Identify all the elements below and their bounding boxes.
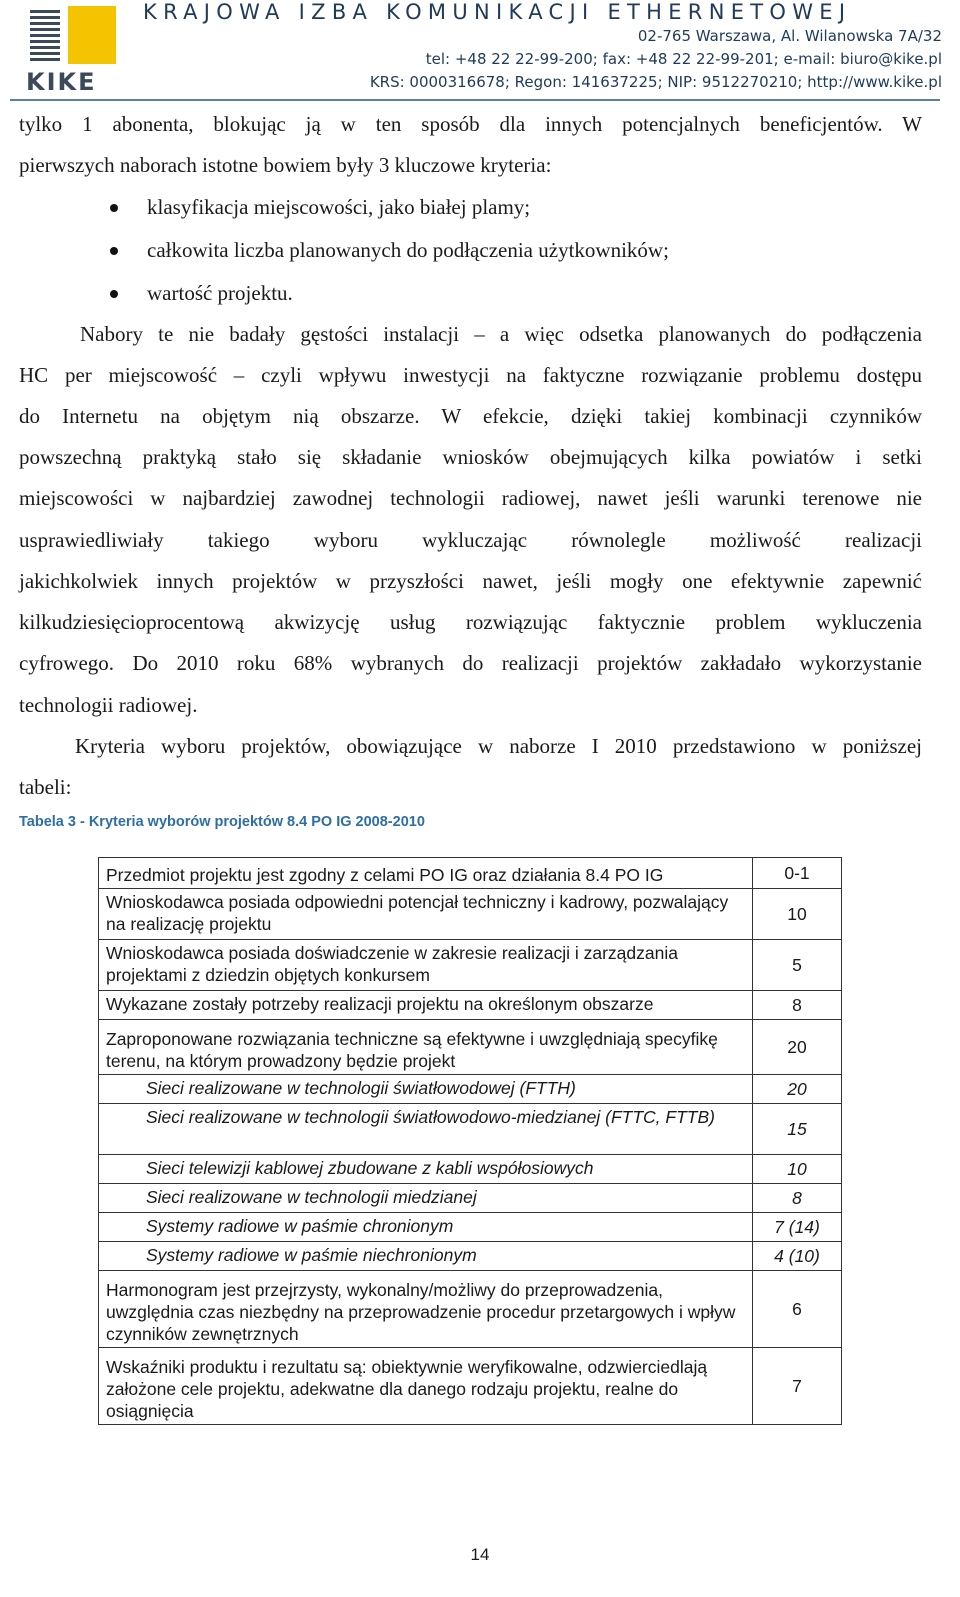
- page-number: 14: [470, 1545, 490, 1564]
- letterhead: [0, 0, 960, 104]
- org-registry: KRS: 0000316678; Regon: 141637225; NIP: 9512270210; http://www.kike.pl: [369, 73, 942, 91]
- criterion-cell: Wykazane zostały potrzeby realizacji projektu na określonym obszarze: [99, 991, 753, 1020]
- criterion-cell: Przedmiot projektu jest zgodny z celami PO IG oraz działania 8.4 PO IG: [99, 858, 753, 889]
- score-cell: 7: [753, 1348, 842, 1425]
- kike-logo: [22, 4, 126, 94]
- criterion-cell: Sieci realizowane w technologii światłowodowej (FTTH): [99, 1075, 753, 1104]
- org-address: 02-765 Warszawa, Al. Wilanowska 7A/32: [637, 27, 942, 45]
- score-cell: 20: [753, 1075, 842, 1104]
- table-row: [99, 1271, 842, 1348]
- score-cell: 4 (10): [753, 1242, 842, 1271]
- paragraph-line: powszechną praktyką stało się składanie wniosków obejmujących kilka powiatów i setki: [19, 445, 922, 469]
- criterion-cell: Wskaźniki produktu i rezultatu są: obiektywnie weryfikowalne, odzwierciedlają założone cele projektu, adekwatne dla danego rodzaju projektu, realne do osiągnięcia: [99, 1348, 753, 1425]
- score-cell: 0-1: [753, 858, 842, 889]
- paragraph-line: do Internetu na objętym nią obszarze. W efekcie, dzięki takiej kombinacji czynników: [19, 404, 922, 428]
- score-cell: 10: [753, 889, 842, 940]
- criterion-cell: Wnioskodawca posiada doświadczenie w zakresie realizacji i zarządzania projektami z dziedzin objętych konkursem: [99, 940, 753, 991]
- paragraph-line: kilkudziesięcioprocentową akwizycję usług rozwiązując faktycznie problem wykluczenia: [19, 610, 922, 634]
- paragraph-line: jakichkolwiek innych projektów w przyszłości nawet, jeśli mogły one efektywnie zapewnić: [19, 569, 922, 593]
- score-cell: 20: [753, 1020, 842, 1075]
- paragraph-line: technologii radiowej.: [19, 693, 198, 717]
- table-row: [99, 858, 842, 889]
- paragraph-line: pierwszych naborach istotne bowiem były 3 kluczowe kryteria:: [19, 153, 552, 177]
- bullet-icon: [110, 290, 118, 298]
- bullet-icon: [110, 247, 118, 255]
- paragraph-line: HC per miejscowość – czyli wpływu inwestycji na faktyczne rozwiązanie problemu dostępu: [19, 363, 922, 387]
- criterion-cell: Sieci realizowane w technologii miedzianej: [99, 1184, 753, 1213]
- table-row: [99, 1213, 842, 1242]
- criterion-cell: Systemy radiowe w paśmie niechronionym: [99, 1242, 753, 1271]
- score-cell: 7 (14): [753, 1213, 842, 1242]
- criterion-cell: Systemy radiowe w paśmie chronionym: [99, 1213, 753, 1242]
- score-cell: 5: [753, 940, 842, 991]
- table-row: [99, 940, 842, 991]
- table-row: [99, 1104, 842, 1155]
- bullet-label: całkowita liczba planowanych do podłączenia użytkowników;: [147, 238, 669, 262]
- score-cell: 15: [753, 1104, 842, 1155]
- score-cell: 6: [753, 1271, 842, 1348]
- criterion-cell: Sieci telewizji kablowej zbudowane z kabli współosiowych: [99, 1155, 753, 1184]
- org-contact: tel: +48 22 22-99-200; fax: +48 22 22-99-201; e-mail: biuro@kike.pl: [425, 50, 942, 68]
- criterion-cell: Zaproponowane rozwiązania techniczne są efektywne i uwzględniają specyfikę terenu, na którym prowadzony będzie projekt: [99, 1020, 753, 1075]
- criterion-cell: Harmonogram jest przejrzysty, wykonalny/możliwy do przeprowadzenia, uwzględnia czas niezbędny na przeprowadzenie procedur przetargowych i wpływ czynników zewnętrznych: [99, 1271, 753, 1348]
- paragraph-line: tylko 1 abonenta, blokując ją w ten sposób dla innych potencjalnych beneficjentów. W: [19, 112, 922, 136]
- score-cell: 8: [753, 991, 842, 1020]
- paragraph-line: cyfrowego. Do 2010 roku 68% wybranych do realizacji projektów zakładało wykorzystanie: [19, 651, 922, 675]
- criteria-table: [98, 857, 842, 1425]
- paragraph-line: usprawiedliwiały takiego wyboru wykluczając równolegle możliwość realizacji: [19, 528, 922, 552]
- paragraph-line: tabeli:: [19, 775, 72, 799]
- table-row: [99, 991, 842, 1020]
- org-name: KRAJOWA IZBA KOMUNIKACJI ETHERNETOWEJ: [143, 0, 852, 24]
- paragraph-line: miejscowości w najbardziej zawodnej technologii radiowej, nawet jeśli warunki terenowe nie: [19, 486, 922, 510]
- bullet-label: klasyfikacja miejscowości, jako białej plamy;: [147, 195, 531, 219]
- bullet-label: wartość projektu.: [147, 281, 293, 305]
- table-row: [99, 1348, 842, 1425]
- table-row: [99, 1155, 842, 1184]
- table-row: [99, 1242, 842, 1271]
- paragraph-line: Kryteria wyboru projektów, obowiązujące w naborze I 2010 przedstawiono w poniższej: [75, 734, 922, 758]
- table-caption: Tabela 3 - Kryteria wyborów projektów 8.4 PO IG 2008-2010: [19, 814, 425, 830]
- paragraph-line: Nabory te nie badały gęstości instalacji – a więc odsetka planowanych do podłączenia: [80, 322, 922, 346]
- bullet-icon: [110, 204, 118, 212]
- logo-text: KIKE: [26, 68, 97, 94]
- header-divider: [10, 99, 940, 101]
- score-cell: 8: [753, 1184, 842, 1213]
- score-cell: 10: [753, 1155, 842, 1184]
- table-row: [99, 889, 842, 940]
- criterion-cell: Wnioskodawca posiada odpowiedni potencjał techniczny i kadrowy, pozwalający na realizację projektu: [99, 889, 753, 940]
- table-row: [99, 1075, 842, 1104]
- criterion-cell: Sieci realizowane w technologii światłowodowo-miedzianej (FTTC, FTTB): [99, 1104, 753, 1155]
- table-row: [99, 1184, 842, 1213]
- table-row: [99, 1020, 842, 1075]
